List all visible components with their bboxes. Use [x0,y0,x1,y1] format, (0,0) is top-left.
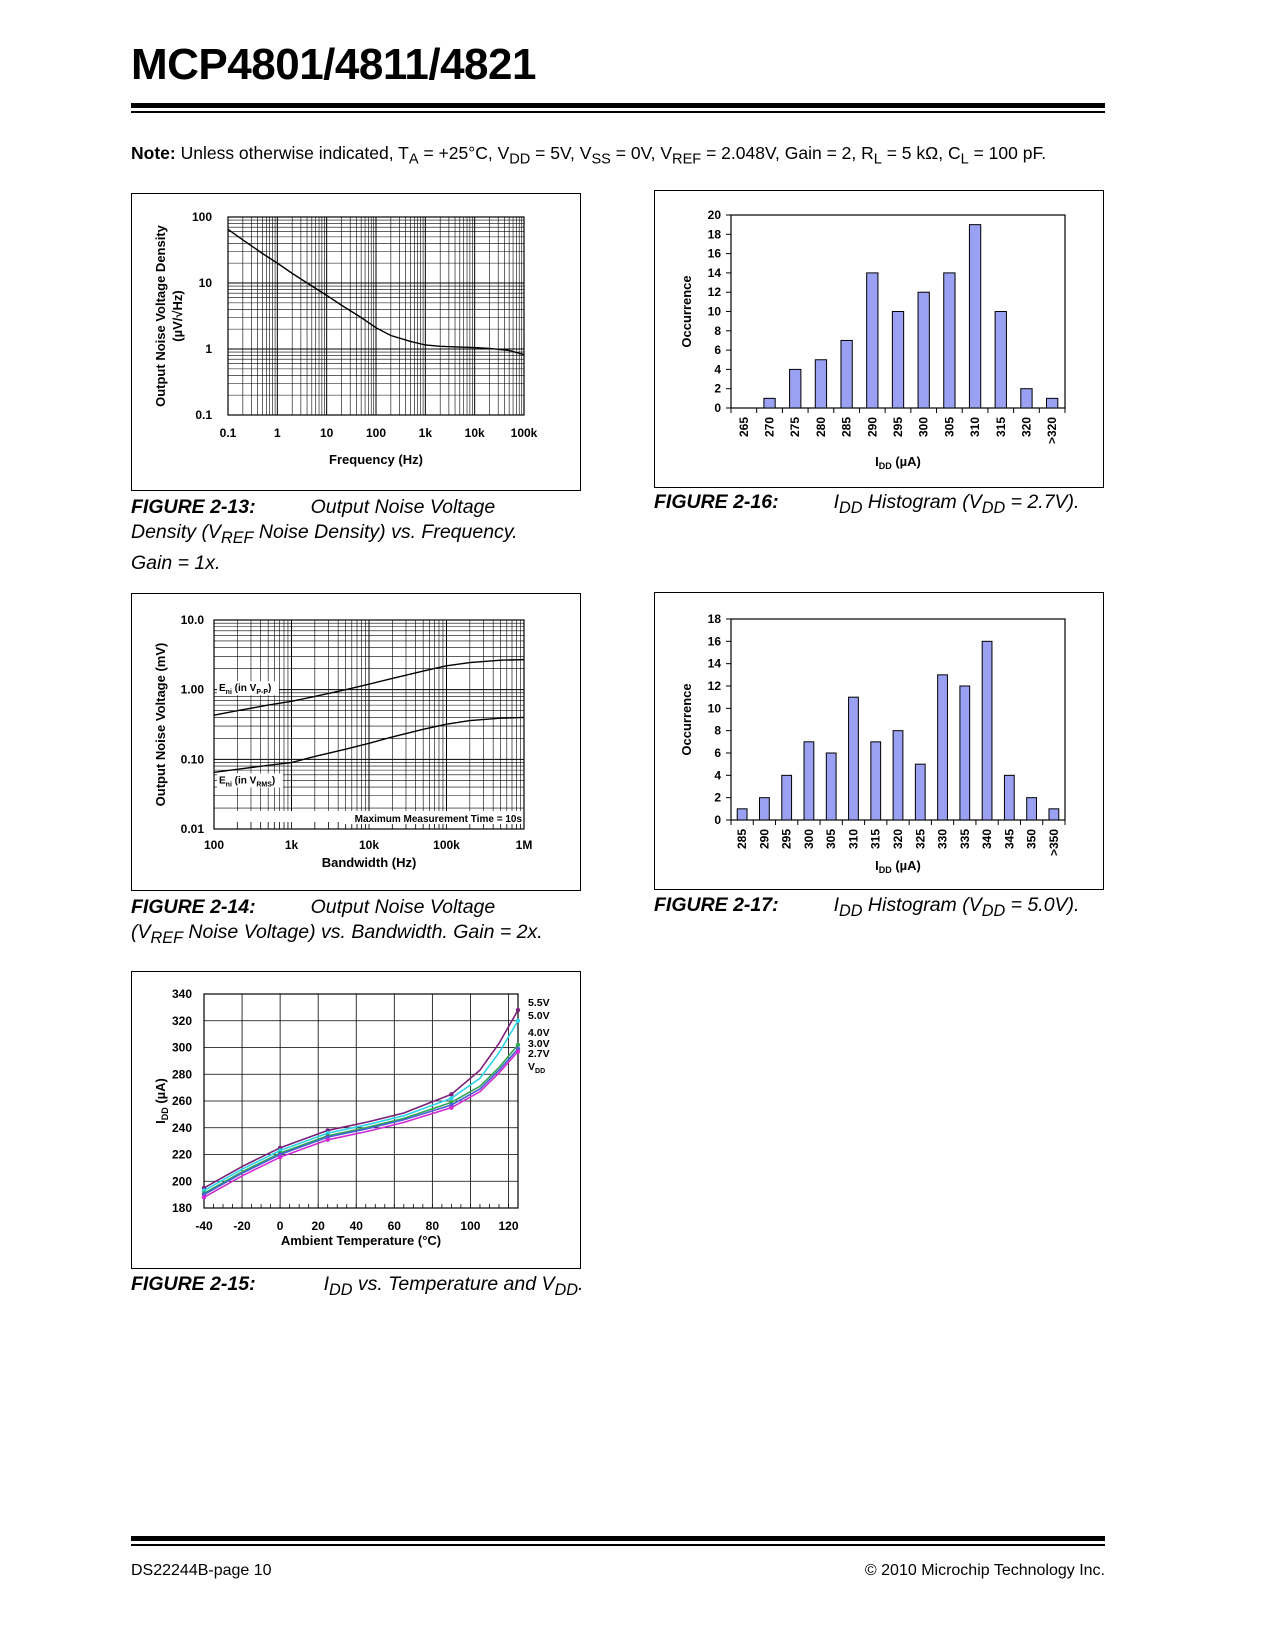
y-tick-label: 10 [198,276,212,290]
y-tick-label: 0.01 [180,822,204,836]
caption-text: vs. Temperature and V [352,1273,555,1295]
y-tick-label: 280 [171,1067,192,1082]
histogram-bar [969,225,980,408]
note-sub: REF [672,151,702,168]
note-text: = 100 pF. [968,143,1047,163]
x-tick-label: 270 [762,417,777,438]
label-part: V [528,1061,536,1073]
figure-2-14-chart [131,593,581,891]
y-tick-label: 20 [707,208,721,222]
y-tick-label: 180 [171,1201,192,1215]
page-number: DS22244B-page 10 [131,1562,272,1579]
label-sub: RMS [256,781,272,789]
histogram-bar [982,641,992,820]
data-point [325,1138,329,1142]
note-text: = 2.048V, Gain = 2, R [701,143,874,163]
x-tick-label: 305 [824,829,839,850]
y-tick-label: 10.0 [180,613,204,627]
figure-2-14-caption [131,895,591,951]
x-tick-label: 285 [839,417,854,438]
label-part: E [219,775,226,787]
y-tick-label: 6 [714,746,721,760]
caption-text: Noise Density) vs. Frequency. [253,521,518,543]
x-tick-label: 120 [498,1219,519,1233]
caption-text: Noise Voltage) vs. Bandwidth. Gain = 2x. [183,921,543,943]
x-tick-label: 80 [425,1219,440,1233]
y-tick-label: 220 [171,1147,192,1162]
y-tick-label: 18 [707,227,721,242]
x-tick-label: 300 [801,829,816,850]
y-tick-label: 6 [714,343,721,358]
y-axis-label: Output Noise Voltage Density [153,225,168,407]
y-tick-label: 300 [171,1040,192,1055]
series-line [204,1052,518,1198]
y-tick-label: 2 [714,790,721,805]
annotation-text: Maximum Measurement Time = 10s [354,814,522,825]
data-point [516,1008,520,1012]
y-tick-label: 12 [707,679,721,693]
x-tick-label: 10k [464,426,485,440]
header-rule-thin [131,111,1105,113]
histogram-bar [841,340,852,408]
y-tick-label: 8 [714,323,721,338]
x-tick-label: 265 [736,417,751,438]
y-tick-label: 14 [707,656,721,671]
y-tick-label: 8 [714,723,721,738]
label-sub: ni [225,781,232,789]
caption-sub: DD [839,901,863,920]
x-tick-label: 100k [433,838,460,852]
x-tick-label: 100 [365,426,387,440]
caption-text: I [323,1273,330,1295]
note-sub: DD [509,151,531,168]
legend-label: 5.0V [528,1010,550,1022]
caption-sub: DD [329,1280,353,1299]
histogram-bar [867,273,878,408]
histogram-bar [764,398,775,408]
data-point [516,1043,520,1047]
header-rule-thick [131,103,1105,108]
caption-sub: REF [150,928,183,947]
noise-density-plot [132,194,580,490]
y-tick-label: 1.00 [180,682,204,697]
caption-text: I [833,894,840,916]
note-text: = 5V, V [530,143,592,163]
data-point [278,1155,282,1159]
figure-number: FIGURE 2-13: [131,496,256,518]
data-point [516,1019,520,1023]
x-tick-label: 60 [387,1219,401,1233]
label-part: (µA) [153,1078,168,1108]
x-tick-label: 350 [1024,829,1039,850]
histogram-bar [849,697,859,820]
y-tick-label: 2 [714,381,721,396]
histogram-bar [892,312,903,409]
note-text: = +25°C, V [418,143,510,163]
y-axis-label: Occurrence [679,275,694,348]
conditions-note [131,143,1046,168]
figure-2-15-caption [131,1272,591,1303]
series-line [204,1049,518,1195]
x-tick-label: 310 [968,417,983,438]
footer-rule-thin [131,1544,1105,1546]
x-tick-label: -20 [233,1219,251,1233]
x-tick-label: 305 [942,417,957,438]
x-tick-label: 295 [779,829,794,850]
x-axis-label [875,454,921,471]
y-tick-label: 18 [707,612,721,626]
caption-sub: DD [981,498,1006,517]
legend-label: 5.5V [528,997,550,1009]
figure-number: FIGURE 2-14: [131,896,256,918]
y-tick-label: 4 [714,362,721,377]
x-tick-label: 100 [460,1219,481,1233]
histogram-bar [915,764,925,820]
idd-temperature-plot [132,972,580,1268]
x-tick-label: 295 [891,417,905,438]
series-line [204,1021,518,1191]
idd-histogram-2v7 [655,191,1103,487]
y-tick-label: 0 [714,813,721,827]
histogram-bar [871,742,881,820]
y-tick-label: 100 [191,210,212,224]
caption-text: Gain = 1x. [131,551,221,574]
label-part: I [153,1120,168,1124]
note-text: = 5 kΩ, C [881,143,961,163]
figure-number: FIGURE 2-16: [654,491,779,513]
label-part: (µA) [891,858,921,873]
legend-label: 2.7V [528,1048,550,1060]
note-sub: SS [591,151,611,168]
label-part: I [875,454,879,469]
x-tick-label: 0 [276,1219,284,1233]
y-axis-label: Occurrence [679,683,694,756]
caption-sub: DD [981,901,1006,920]
caption-text: Density (V [131,521,221,543]
page-title: MCP4801/4811/4821 [131,40,536,89]
figure-2-16-caption [654,490,1114,521]
histogram-bar [938,675,948,820]
x-tick-label: 285 [735,829,750,850]
caption-text: I [833,491,840,513]
y-tick-label: 340 [171,987,192,1001]
caption-text: = 2.7V). [1005,491,1080,513]
x-tick-label: 1 [273,426,281,440]
y-tick-label: 0.1 [195,408,212,422]
x-tick-label: 335 [957,829,972,850]
histogram-bar [737,809,747,820]
figure-number: FIGURE 2-15: [131,1273,256,1295]
x-tick-label: 325 [913,829,928,850]
caption-sub: DD [839,498,863,517]
histogram-bar [944,273,955,408]
x-tick-label: -40 [195,1219,213,1233]
histogram-bar [960,686,970,820]
x-tick-label: 280 [813,417,828,438]
noise-voltage-plot [132,594,580,890]
note-sub: A [408,151,419,168]
figure-2-16-chart [654,190,1104,488]
y-tick-label: 260 [171,1094,192,1108]
y-tick-label: 12 [707,285,721,300]
label-sub: ni [225,689,232,697]
y-tick-label: 10 [707,304,721,319]
figure-2-15-chart [131,971,581,1269]
y-tick-label: 200 [171,1174,192,1189]
x-tick-label: 100 [203,838,225,852]
label-sub: P-P [256,689,269,697]
x-tick-label: 10 [319,426,334,440]
label-part: (µA) [891,454,921,469]
note-sub: L [873,151,882,168]
x-tick-label: 300 [916,417,931,438]
caption-text: Histogram (V [862,894,982,916]
idd-histogram-5v0 [655,593,1103,889]
histogram-bar [1027,798,1037,820]
histogram-bar [760,798,770,820]
y-tick-label: 240 [171,1120,192,1135]
y-axis-label: Output Noise Voltage (mV) [153,642,168,807]
figure-2-13-caption [131,495,571,576]
histogram-bar [995,312,1006,409]
caption-text: = 5.0V). [1005,894,1080,916]
label-part: E [219,683,226,695]
label-sub: DD [535,1068,546,1075]
histogram-bar [782,775,792,820]
x-tick-label: 10k [358,838,380,852]
note-sub: L [960,151,969,168]
x-tick-label: 0.1 [219,426,237,440]
legend-label: 3.0V [528,1038,550,1050]
x-tick-label: 330 [935,829,950,850]
histogram-bar [790,369,801,408]
label-part: (in V [231,775,257,787]
figure-2-13-chart [131,193,581,491]
y-tick-label: 0.10 [180,752,204,767]
copyright: © 2010 Microchip Technology Inc. [864,1562,1105,1579]
x-tick-label: 320 [1019,417,1034,438]
x-tick-label: 290 [865,417,880,438]
note-label: Note: [131,143,176,163]
y-tick-label: 10 [707,701,721,716]
x-axis-label: Frequency (Hz) [329,452,423,467]
histogram-bar [893,731,903,820]
x-tick-label: >320 [1045,417,1060,445]
x-tick-label: 40 [349,1219,363,1233]
x-axis-label [875,858,921,875]
data-point [449,1105,453,1109]
legend-suffix [528,1061,545,1075]
data-point [449,1096,453,1100]
histogram-bar [1004,775,1014,820]
y-tick-label: 4 [714,768,721,783]
x-tick-label: 310 [846,829,861,850]
note-text: = 0V, V [610,143,673,163]
x-axis-label: Ambient Temperature (°C) [280,1233,442,1248]
data-point [202,1195,206,1199]
y-tick-label: 0 [714,401,721,415]
x-tick-label: 20 [311,1219,325,1233]
histogram-bar [826,753,836,820]
x-tick-label: 315 [993,417,1008,438]
label-part: (in V [231,683,257,695]
histogram-bar [815,360,826,408]
label-part: ) [268,683,272,695]
y-axis-label [153,1078,170,1124]
y-tick-label: 16 [707,634,721,649]
y-tick-label: 1 [205,342,212,356]
x-tick-label: 340 [980,829,995,850]
label-sub: DD [160,1107,170,1121]
label-sub: DD [878,461,892,471]
x-tick-label: 1k [284,838,299,852]
caption-text: (V [131,921,151,943]
label-part: I [875,858,879,873]
label-sub: DD [878,865,892,875]
figure-2-17-caption [654,893,1114,924]
histogram-bar [918,292,929,408]
x-tick-label: >350 [1046,829,1061,857]
x-tick-label: 290 [757,829,772,850]
figure-number: FIGURE 2-17: [654,894,779,916]
caption-sub: REF [220,528,254,547]
histogram-bar [1021,389,1032,408]
x-tick-label: 100k [510,426,538,440]
histogram-bar [1049,809,1059,820]
data-point [516,1049,520,1053]
x-axis-label: Bandwidth (Hz) [321,855,417,870]
data-point [449,1092,453,1096]
caption-text: Output Noise Voltage [310,896,496,918]
x-tick-label: 315 [868,829,883,850]
x-tick-label: 275 [788,417,803,438]
x-tick-label: 320 [891,829,905,850]
caption-text: Output Noise Voltage [310,496,496,518]
label-part: ) [271,775,276,787]
footer-rule-thick [131,1536,1105,1541]
caption-sub: DD [554,1280,578,1299]
figure-2-17-chart [654,592,1104,890]
y-axis-label-units: (µV/√Hz) [170,290,185,342]
histogram-bar [804,742,814,820]
x-tick-label: 1M [515,838,533,852]
x-tick-label: 1k [418,426,433,440]
y-tick-label: 16 [707,246,721,261]
legend-label: 4.0V [528,1027,550,1039]
note-text: Unless otherwise indicated, T [175,143,409,163]
series-line [204,1010,518,1188]
caption-text: . [577,1273,584,1295]
y-tick-label: 14 [707,265,721,280]
y-tick-label: 320 [171,1013,192,1028]
caption-text: Histogram (V [862,491,982,513]
histogram-bar [1047,398,1058,408]
x-tick-label: 345 [1002,829,1017,850]
